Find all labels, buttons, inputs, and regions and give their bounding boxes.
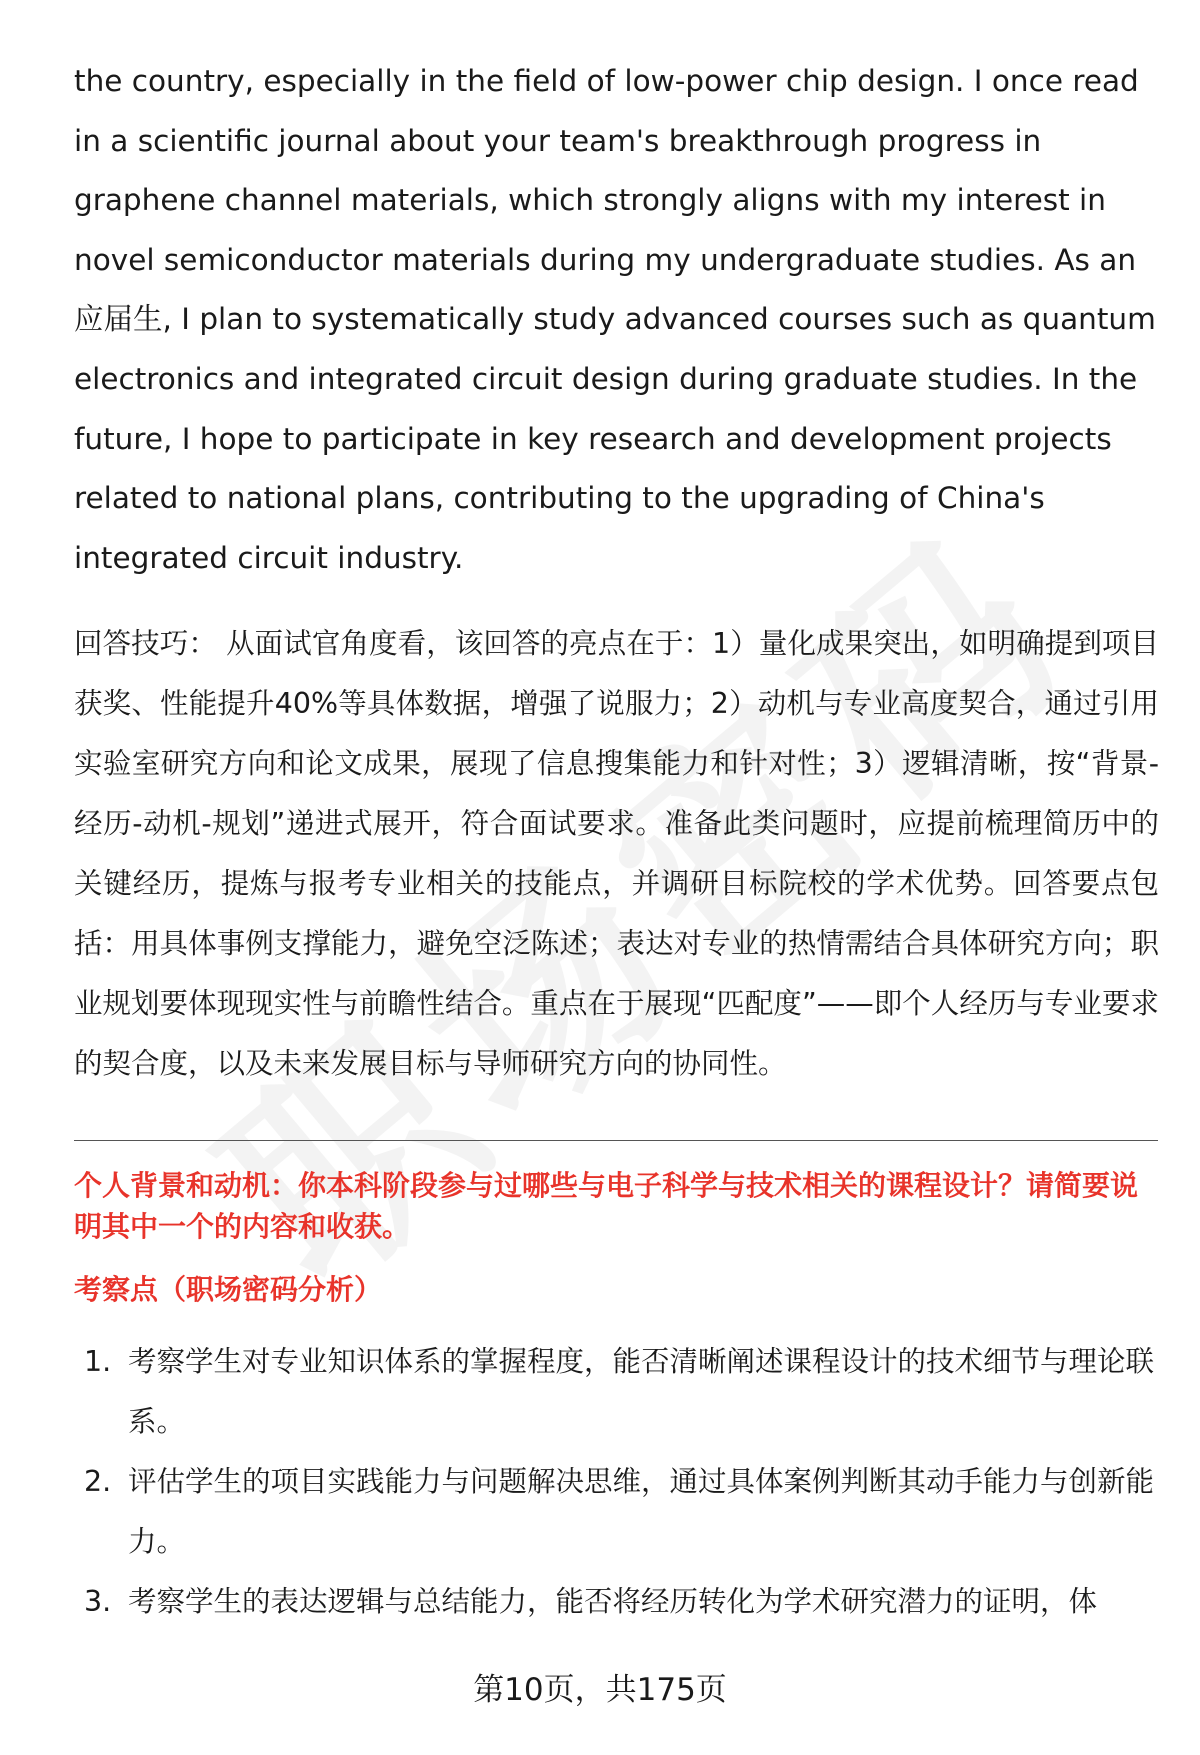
section-divider	[74, 1140, 1158, 1141]
list-item	[74, 1452, 1159, 1572]
page-number-footer: 第10页，共175页	[473, 1672, 727, 1708]
list-item	[74, 1332, 1159, 1452]
list-item	[74, 1572, 1159, 1632]
interview-question: 个人背景和动机：你本科阶段参与过哪些与电子科学与技术相关的课程设计？请简要说明其中一个的内容和收获。	[74, 1169, 1139, 1244]
list-item-number: 2.	[84, 1465, 112, 1499]
list-item-number: 1.	[84, 1345, 112, 1379]
answer-paragraph: the country, especially in the field of low-power chip design. I once read in a scientific journal about your team's breakthrough progress in graphene channel materials, which strongly aligns with my interest in novel semiconductor materials during my undergraduate studies. As an应届生, I plan to systematically study advanced courses such as quantum electronics and integrated circuit design during graduate studies. In the future, I hope to participate in key research and development projects related to national plans, contributing to the upgrading of China's integrated circuit industry.	[74, 64, 1156, 575]
answer-tips-paragraph: 回答技巧： 从面试官角度看，该回答的亮点在于：1）量化成果突出，如明确提到项目获奖、性能提升40%等具体数据，增强了说服力；2）动机与专业高度契合，通过引用实验室研究方向和论文成果，展现了信息搜集能力和针对性；3）逻辑清晰，按“背景-经历-动机-规划”递进式展开，符合面试要求。准备此类问题时，应提前梳理简历中的关键经历，提炼与报考专业相关的技能点，并调研目标院校的学术优势。回答要点包括：用具体事例支撑能力，避免空泛陈述；表达对专业的热情需结合具体研究方向；职业规划要体现现实性与前瞻性结合。重点在于展现“匹配度”——即个人经历与专业要求的契合度，以及未来发展目标与导师研究方向的协同性。	[74, 627, 1159, 1081]
list-item-text: 考察学生的表达逻辑与总结能力，能否将经历转化为学术研究潜力的证明，体	[128, 1585, 1098, 1619]
page-content	[74, 52, 1159, 1632]
assessment-heading: 考察点（职场密码分析）	[74, 1273, 383, 1307]
list-item-text: 评估学生的项目实践能力与问题解决思维，通过具体案例判断其动手能力与创新能力。	[128, 1465, 1155, 1559]
assessment-points-list	[74, 1332, 1159, 1632]
list-item-number: 3.	[84, 1585, 112, 1619]
list-item-text: 考察学生对专业知识体系的掌握程度，能否清晰阐述课程设计的技术细节与理论联系。	[128, 1345, 1155, 1439]
